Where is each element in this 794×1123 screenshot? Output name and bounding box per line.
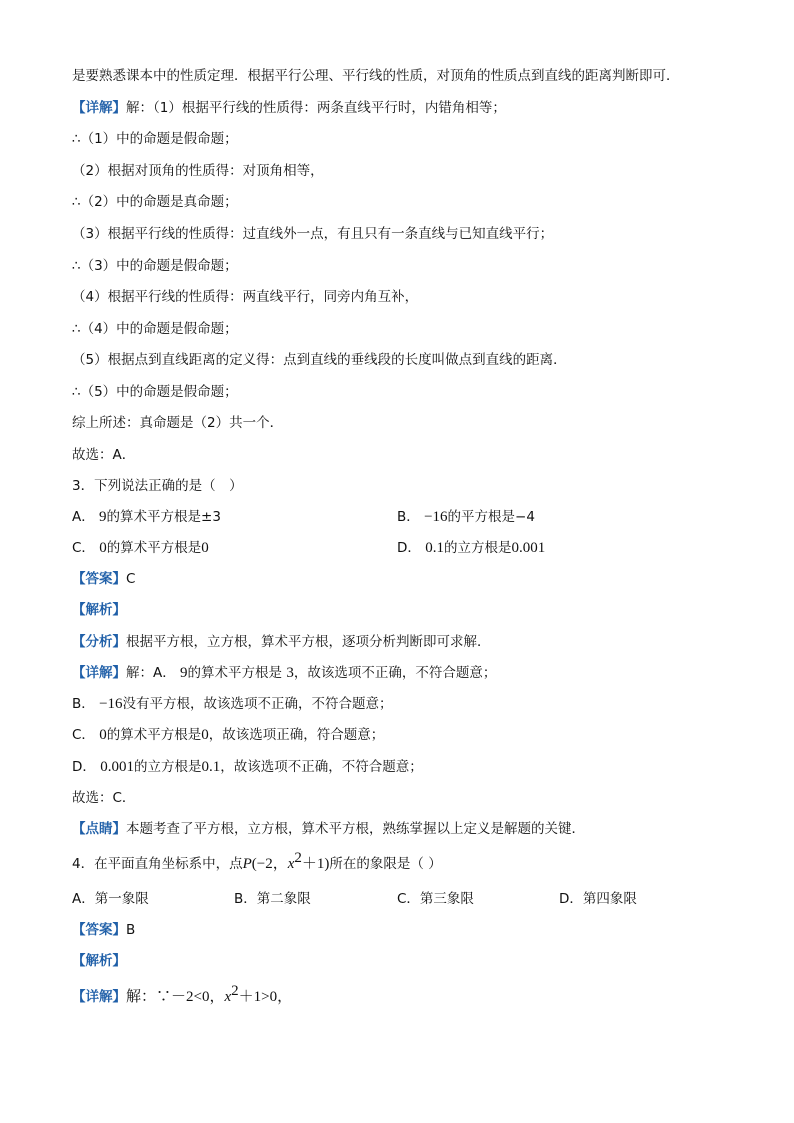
q4-option-b: B．第二象限 xyxy=(234,891,311,907)
q3-detail-d xyxy=(72,758,423,776)
detail-tag: 【详解】 xyxy=(72,100,126,116)
text-line: （2）根据对顶角的性质得：对顶角相等， xyxy=(72,163,324,179)
answer-value: C xyxy=(126,571,136,587)
analysis-tag: 【解析】 xyxy=(72,953,126,969)
text-line: ∴（2）中的命题是真命题； xyxy=(72,194,238,210)
option-label: D． xyxy=(72,759,96,775)
text-line: （3）根据平行线的性质得：过直线外一点，有且只有一条直线与已知直线平行； xyxy=(72,226,554,242)
option-label: B． xyxy=(397,509,420,525)
q3-fenxi xyxy=(72,633,491,651)
option-label: A． xyxy=(72,509,95,525)
dianjing-tag: 【点睛】 xyxy=(72,821,126,837)
fenxi-text: 根据平方根，立方根，算术平方根，逐项分析判断即可求解． xyxy=(126,634,491,650)
math-value: 0 xyxy=(201,540,209,556)
detail-text: 解：（1）根据平行线的性质得：两条直线平行时，内错角相等； xyxy=(126,100,506,116)
exponent: 2 xyxy=(231,983,239,999)
option-text: 的立方根是 xyxy=(443,540,512,556)
dianjing-text: 本题考查了平方根，立方根，算术平方根，熟练掌握以上定义是解题的关键． xyxy=(126,821,585,837)
q4-option-c: C．第三象限 xyxy=(397,891,474,907)
detail-text: 的算术平方根是 xyxy=(106,727,202,743)
text-line: 综上所述：真命题是（2）共一个． xyxy=(72,415,284,431)
detail-text: ，故该选项不正确，不符合题意； xyxy=(293,665,497,681)
exponent: 2 xyxy=(294,850,302,866)
q3-choose: 故选：C． xyxy=(72,790,136,806)
q3-answer xyxy=(72,570,135,588)
q3-detail-b xyxy=(72,695,393,713)
math-value: ＋1) xyxy=(301,856,330,872)
q3-detail-c xyxy=(72,726,384,744)
text-line: ∴（3）中的命题是假命题； xyxy=(72,258,238,274)
q3-option-a xyxy=(72,508,221,526)
q4-detail xyxy=(72,983,293,1006)
option-text: 的平方根是−4 xyxy=(447,509,535,525)
detail-tag: 【详解】 xyxy=(72,665,126,681)
analysis-tag: 【解析】 xyxy=(72,602,126,618)
answer-value: B xyxy=(126,922,136,938)
math-value: 9 xyxy=(180,665,188,681)
stem-text: 4．在平面直角坐标系中，点 xyxy=(72,856,243,872)
math-symbol: x xyxy=(224,989,232,1005)
q3-option-b xyxy=(397,508,535,526)
detail-text: ，故该选项不正确，不符合题意； xyxy=(220,759,423,775)
detail-text: 的算术平方根是 xyxy=(187,665,283,681)
q4-answer xyxy=(72,921,135,939)
q3-analysis-heading xyxy=(72,601,126,619)
option-label: B． xyxy=(72,696,95,712)
option-text: 的算术平方根是±3 xyxy=(106,509,221,525)
q3-dianjing xyxy=(72,820,585,838)
question-3-stem: 3．下列说法正确的是（ ） xyxy=(72,478,243,494)
q4-option-a: A．第一象限 xyxy=(72,891,149,907)
question-4-stem xyxy=(72,850,442,873)
math-value: −16 xyxy=(99,696,123,712)
fenxi-tag: 【分析】 xyxy=(72,634,126,650)
option-text: 的算术平方根是 xyxy=(106,540,202,556)
option-label: C． xyxy=(72,540,95,556)
math-value: 0 xyxy=(99,727,107,743)
math-symbol: x xyxy=(287,856,295,872)
math-value: 0.1 xyxy=(425,540,444,556)
q3-option-c xyxy=(72,539,209,557)
detail-tag: 【详解】 xyxy=(72,989,126,1005)
math-value: −16 xyxy=(424,509,448,525)
detail-text: ，故该选项正确，符合题意； xyxy=(208,727,385,743)
text-line: 是要熟悉课本中的性质定理．根据平行公理、平行线的性质，对顶角的性质点到直线的距离判断即可． xyxy=(72,68,680,84)
q3-option-d xyxy=(397,539,545,557)
text-line: ∴（1）中的命题是假命题； xyxy=(72,131,238,147)
math-value: 0 xyxy=(201,727,209,743)
math-value: 0 xyxy=(99,540,107,556)
detail-text: 的立方根是 xyxy=(133,759,202,775)
answer-tag: 【答案】 xyxy=(72,571,126,587)
q3-detail xyxy=(72,664,496,682)
math-value: (−2， xyxy=(251,856,288,872)
text-line: （5）根据点到直线距离的定义得：点到直线的垂线段的长度叫做点到直线的距离． xyxy=(72,352,567,368)
detail-text: 解：∵－2<0， xyxy=(126,989,225,1005)
math-value: 0.001 xyxy=(100,759,134,775)
detail-text: 没有平方根，故该选项不正确，不符合题意； xyxy=(122,696,393,712)
text-line: ∴（5）中的命题是假命题； xyxy=(72,384,238,400)
math-value: 0.001 xyxy=(511,540,546,556)
detail-line xyxy=(72,99,506,117)
q4-analysis-heading xyxy=(72,952,126,970)
detail-text: ＋1>0， xyxy=(238,989,293,1005)
option-label: D． xyxy=(397,540,421,556)
math-value: 9 xyxy=(99,509,107,525)
detail-text: 解：A． xyxy=(126,665,176,681)
q4-option-d: D．第四象限 xyxy=(559,891,637,907)
text-line: 故选：A． xyxy=(72,447,136,463)
math-value: 3 xyxy=(286,665,294,681)
math-symbol: P xyxy=(242,856,252,872)
answer-tag: 【答案】 xyxy=(72,922,126,938)
text-line: （4）根据平行线的性质得：两直线平行，同旁内角互补， xyxy=(72,289,419,305)
option-label: C． xyxy=(72,727,95,743)
text-line: ∴（4）中的命题是假命题； xyxy=(72,321,238,337)
math-value: 0.1 xyxy=(201,759,221,775)
stem-text: 所在的象限是（ ） xyxy=(329,856,442,872)
